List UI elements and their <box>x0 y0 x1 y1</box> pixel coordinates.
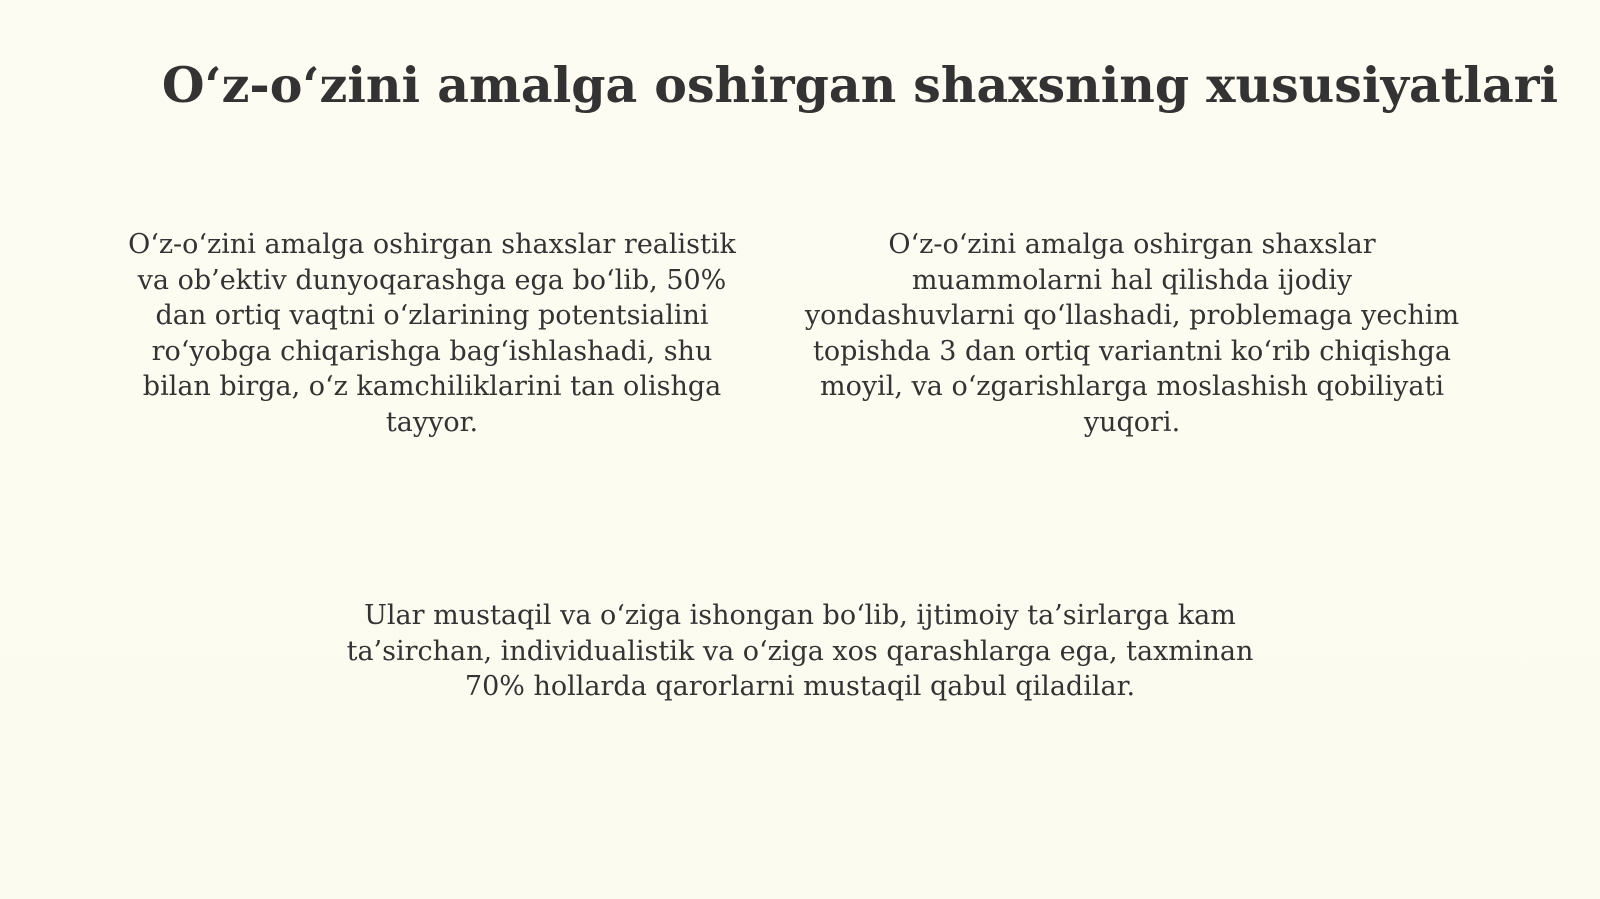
right-paragraph-line: topishda 3 dan ortiq variantni ko‘rib chiqishga <box>813 335 1451 367</box>
left-paragraph-line: O‘z-o‘zini amalga oshirgan shaxslar realistik <box>128 229 736 260</box>
right-paragraph-line: yondashuvlarni qo‘llashadi, problemaga yechim <box>804 300 1460 331</box>
left-paragraph-line: va ob’ektiv dunyoqarashga ega bo‘lib, 50% <box>137 264 727 296</box>
right-paragraph-line: yuqori. <box>1083 406 1181 438</box>
right-paragraph-line: O‘z-o‘zini amalga oshirgan shaxslar <box>888 229 1376 260</box>
right-paragraph-line: muammolarni hal qilishda ijodiy <box>911 264 1353 296</box>
bottom-paragraph-line: 70% hollarda qarorlarni mustaqil qabul qiladilar. <box>464 671 1136 702</box>
left-paragraph <box>102 227 762 440</box>
right-paragraph-line: moyil, va o‘zgarishlarga moslashish qobiliyati <box>819 371 1445 402</box>
left-paragraph-line: bilan birga, o‘z kamchiliklarini tan olishga <box>142 371 722 402</box>
right-paragraph <box>782 227 1482 440</box>
bottom-paragraph <box>250 598 1350 705</box>
left-paragraph-line: tayyor. <box>385 406 479 438</box>
left-paragraph-line: ro‘yobga chiqarishga bag‘ishlashadi, shu <box>151 335 713 367</box>
bottom-paragraph-line: Ular mustaqil va o‘ziga ishongan bo‘lib, ijtimoiy ta’sirlarga kam <box>364 600 1236 631</box>
bottom-paragraph-line: ta’sirchan, individualistik va o‘ziga xos qarashlarga ega, taxminan <box>346 635 1254 667</box>
left-paragraph-line: dan ortiq vaqtni o‘zlarining potentsialini <box>155 300 709 331</box>
slide-title: O‘z-o‘zini amalga oshirgan shaxsning xususiyatlari <box>161 56 1559 114</box>
